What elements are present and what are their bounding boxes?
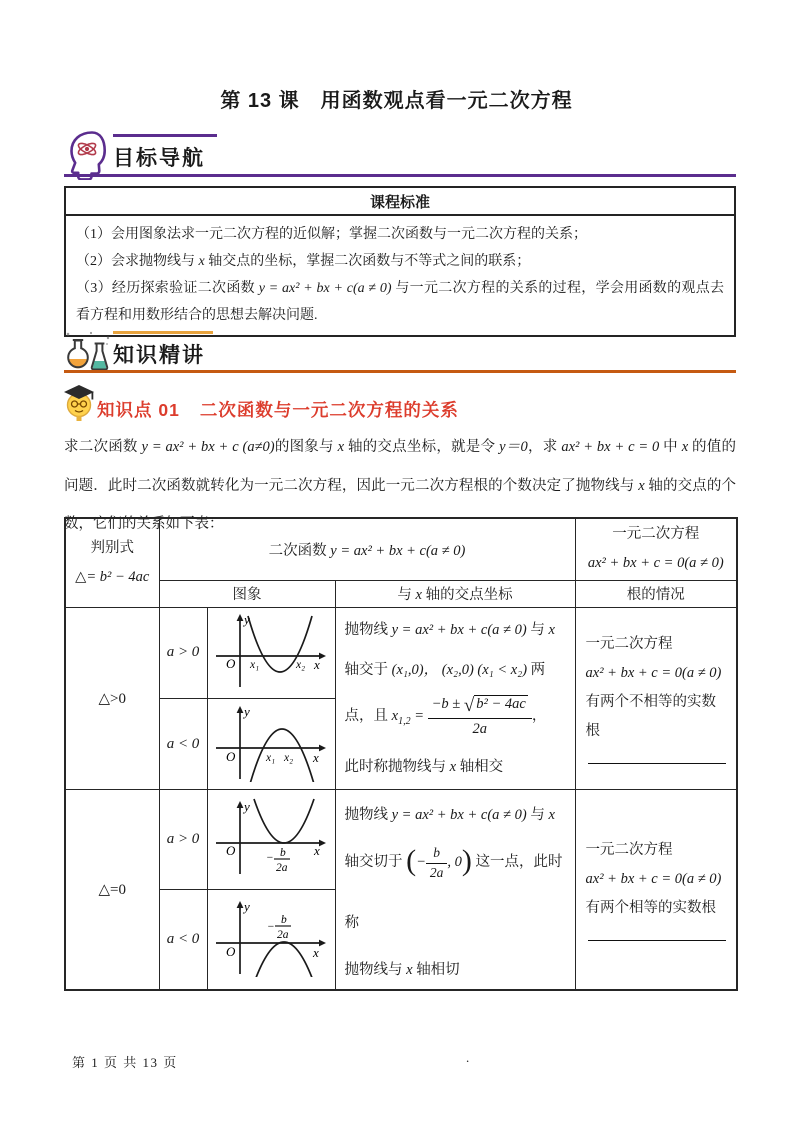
minus-sign: − [416, 854, 426, 871]
goal-nav-label: 目标导航 [113, 147, 205, 170]
head-outline [72, 133, 105, 180]
fill-in-blank-line [588, 763, 726, 764]
math-quadratic-function: y = ax² + bx + c (a≠0) [141, 439, 275, 455]
roots-formula: ax² + bx + c = 0(a ≠ 0) [585, 665, 722, 682]
knowledge-point-badge: 知识点 01 [97, 400, 180, 420]
curriculum-header: 课程标准 [66, 188, 734, 216]
frac-num: b [433, 844, 441, 860]
cell-graph-r1-aneg [207, 698, 335, 789]
desc-text: 点，且 [344, 707, 392, 724]
roots-text-2: 有两个不相等的实数根 [585, 694, 717, 740]
erlenmeyer-liquid [93, 361, 107, 369]
desc-text: 抛物线 [344, 807, 392, 824]
relationship-table [64, 517, 738, 991]
desc-line-1 [345, 610, 567, 650]
math-sub-12: 1,2 [398, 715, 411, 727]
cell-roots-header: 根的情况 [575, 580, 737, 607]
curriculum-items [66, 216, 734, 335]
desc-line-2 [345, 832, 567, 953]
orange-divider [64, 370, 736, 373]
cell-a-negative-r2 [159, 890, 207, 990]
o-label: O [226, 656, 236, 672]
knowledge-label: 知识精讲 [113, 344, 205, 367]
cell-desc-delta-positive [335, 607, 575, 790]
delta-gt-0: △>0 [98, 690, 126, 707]
quad-fn-formula: y = ax² + bx + c(a ≠ 0) [330, 542, 466, 559]
math-x: x [198, 254, 205, 269]
cell-graph-r2-apos [207, 790, 335, 890]
minus-sign: − [266, 852, 274, 865]
desc-text: 轴相切 [412, 962, 460, 979]
desc-line-1 [345, 798, 567, 832]
parabola-down-tangent-graph [210, 897, 332, 977]
math-equals: = [410, 707, 424, 724]
parabola-curve [250, 729, 314, 782]
cell-roots-delta-zero [575, 790, 737, 990]
math-x: x [337, 439, 345, 455]
curriculum-item-2-text2: 轴交点的坐标，掌握二次函数与不等式之间的联系； [204, 254, 531, 269]
math-x: x [681, 439, 689, 455]
zero-coordinate: , 0 [447, 854, 462, 871]
desc-text: 抛物线与 [344, 962, 407, 979]
x-arrow [319, 653, 326, 660]
frac-den: 2a [277, 929, 289, 942]
frac-num: b [281, 914, 287, 927]
vertex-fraction-label [266, 847, 290, 874]
o-label: O [226, 944, 236, 960]
intersect-label2: 轴的交点坐标 [421, 587, 513, 603]
desc-text: 此时称抛物线与 [344, 759, 450, 776]
quadratic-formula-fraction [428, 694, 532, 739]
desc-text: 与 [526, 621, 549, 638]
x-arrow [319, 940, 326, 947]
curriculum-box [64, 186, 736, 337]
x-arrow [319, 744, 326, 751]
y-arrow [237, 901, 244, 908]
curriculum-item-1 [76, 221, 724, 248]
curriculum-item-3-text2: 与一元二次方程的关系的过程，学会用函数的观点去看方程和用数形结合的思想去解决问题. [76, 281, 725, 323]
desc-line-3 [345, 953, 567, 987]
x2-label: x₂ [296, 659, 306, 672]
desc-text: 与 [526, 807, 549, 824]
delta-eq-0: △=0 [98, 882, 126, 899]
o-label: O [226, 748, 236, 764]
page-title: 第 13 课 用函数观点看一元二次方程 [220, 90, 573, 112]
flask-icon [63, 330, 111, 372]
emoji-body [77, 416, 82, 421]
intro-text: 轴的交点的个数，它们的关系如下表： [64, 477, 737, 532]
cell-desc-delta-zero [335, 790, 575, 990]
x-label: x [314, 657, 320, 673]
parabola-up-tangent-graph [210, 797, 332, 877]
desc-text: 轴相交 [456, 759, 504, 776]
roots-formula: ax² + bx + c = 0(a ≠ 0) [585, 871, 722, 888]
frac-num: b [280, 847, 286, 860]
cell-discriminant-header [65, 518, 159, 607]
discriminant-label: 判别式 [90, 539, 134, 556]
desc-text: 这一点，此时称 [344, 854, 563, 932]
y-label: y [244, 799, 250, 815]
y-label: y [244, 612, 250, 628]
desc-text: 轴交于 [344, 661, 392, 678]
graduate-emoji-icon [61, 381, 98, 423]
cell-graph-header: 图象 [159, 580, 335, 607]
curriculum-item-2-text: （2）会求抛物线与 [76, 254, 199, 269]
cell-a-positive-r2 [159, 790, 207, 890]
fill-in-blank-line [588, 940, 726, 941]
frac-den: 2a [276, 862, 288, 875]
radicand: b² − 4ac [476, 695, 526, 712]
footer-dot: . [466, 1050, 470, 1065]
desc-line-4 [345, 747, 567, 787]
math-x: x [415, 587, 422, 603]
math-x: x [548, 621, 555, 638]
graduation-cap [64, 385, 94, 399]
curriculum-item-3-text: （3）经历探索验证二次函数 [76, 281, 259, 296]
round-flask-neck [75, 341, 81, 350]
cell-delta-positive [65, 607, 159, 790]
math-intersection-points: (x₁,0)， (x₂,0) (x₁ < x₂) [391, 661, 528, 678]
y-label: y [244, 703, 250, 719]
desc-line-2 [345, 650, 567, 690]
desc-text: 轴交切于 [344, 854, 407, 871]
curriculum-item-1-text: （1）会用图象法求一元二次方程的近似解；掌握二次函数与一元二次方程的关系； [76, 227, 587, 242]
math-x: x [548, 807, 555, 824]
x-label: x [314, 843, 320, 859]
intro-text: ，求 [527, 439, 562, 455]
cell-graph-r2-aneg [207, 890, 335, 990]
intro-text: 中 [659, 439, 682, 455]
close-paren: ) [461, 844, 472, 878]
math-x: x [638, 477, 645, 494]
curriculum-item-3 [76, 275, 724, 329]
open-paren: ( [406, 844, 417, 878]
a-lt-0: a < 0 [166, 931, 200, 948]
math-quadratic-function: y = ax² + bx + c(a ≠ 0) [258, 281, 392, 296]
goal-nav-header [113, 134, 217, 172]
frac-den: 2a [426, 863, 448, 882]
quad-eq-formula: ax² + bx + c = 0(a ≠ 0) [587, 555, 724, 572]
desc-text: 两 [527, 661, 546, 678]
discriminant-formula: △= b² − 4ac [75, 568, 150, 585]
parabola-up-two-roots-graph [210, 610, 332, 690]
roots-text-2: 有两个相等的实数根 [585, 900, 717, 917]
math-x: x [406, 962, 413, 979]
page-footer: 第 1 页 共 13 页 [72, 1055, 178, 1070]
roots-text-1: 一元二次方程 [585, 842, 673, 859]
quad-fn-label: 二次函数 [268, 542, 331, 559]
cell-quadratic-equation-header [575, 518, 737, 580]
cell-a-negative-r1 [159, 698, 207, 789]
a-lt-0: a < 0 [166, 735, 200, 752]
x-arrow [319, 840, 326, 847]
y-arrow [237, 801, 244, 808]
cell-intersect-header [335, 580, 575, 607]
cell-delta-zero [65, 790, 159, 990]
desc-line-3 [345, 690, 567, 748]
vertex-fraction-label [267, 914, 291, 941]
math-x: x [391, 707, 399, 724]
math-y-equals-0: y＝0 [499, 439, 528, 455]
math-quadratic-equation: ax² + bx + c = 0 [561, 439, 660, 455]
head-brain-icon [64, 130, 111, 180]
x-label: x [313, 749, 319, 765]
math-quadratic-function: y = ax² + bx + c(a ≠ 0) [391, 621, 527, 638]
intro-text: 的值的问题．此时二次函数就转化为一元二次方程，因此一元二次方程根的个数决定了抛物线与 [64, 439, 736, 494]
intro-text: 的图象与 [274, 439, 338, 455]
quad-eq-label: 一元二次方程 [612, 526, 700, 543]
x1-label: x₁ [250, 659, 260, 672]
knowledge-point-heading [97, 397, 459, 422]
cap-tassel [92, 392, 94, 400]
radical-sign: √ [463, 694, 475, 716]
parabola-curve [254, 799, 314, 843]
intro-text: 轴的交点坐标，就是令 [344, 439, 500, 455]
y-arrow [237, 706, 244, 713]
o-label: O [226, 843, 236, 859]
knowledge-header [113, 331, 213, 369]
x-label: x [313, 945, 319, 961]
frac-numerator-prefix: −b ± [431, 695, 461, 712]
intersect-label: 与 [397, 587, 416, 603]
frac-denominator: 2a [428, 718, 532, 738]
cell-quadratic-function-header [159, 518, 575, 580]
y-arrow [237, 614, 244, 621]
purple-divider [64, 174, 736, 177]
intro-text: 求二次函数 [64, 439, 142, 455]
y-label: y [244, 899, 250, 915]
x1-label: x₁ [266, 751, 276, 764]
math-quadratic-function: y = ax² + bx + c(a ≠ 0) [391, 807, 527, 824]
curriculum-item-2 [76, 248, 724, 275]
desc-text: 抛物线 [344, 621, 392, 638]
knowledge-point-title: 二次函数与一元二次方程的关系 [199, 400, 459, 420]
minus-sign: − [267, 921, 275, 934]
cell-graph-r1-apos [207, 607, 335, 698]
a-gt-0: a > 0 [166, 831, 200, 848]
x2-label: x₂ [284, 751, 294, 764]
roots-text-1: 一元二次方程 [585, 636, 673, 653]
parabola-curve [254, 942, 314, 977]
a-gt-0: a > 0 [166, 644, 200, 661]
cell-a-positive-r1 [159, 607, 207, 698]
desc-text: ， [531, 707, 547, 724]
cell-roots-delta-positive [575, 607, 737, 790]
parabola-down-two-roots-graph [210, 702, 332, 782]
math-x: x [449, 759, 457, 776]
